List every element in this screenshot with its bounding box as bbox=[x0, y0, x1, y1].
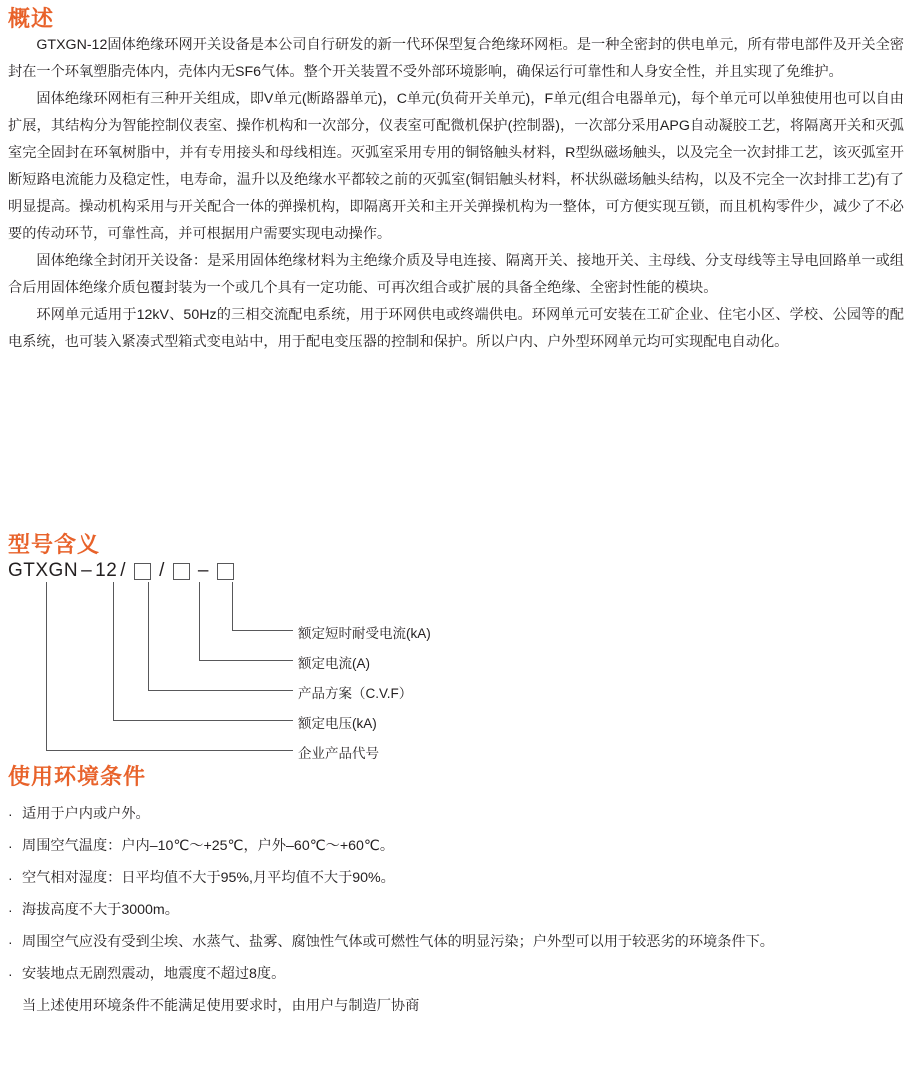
list-item-label: 周围空气温度：户内–10℃～+25℃，户外–60℃～+60℃。 bbox=[22, 838, 395, 854]
model-label-2: 额定电流(A) bbox=[298, 656, 370, 671]
bullet-icon: · bbox=[8, 806, 13, 822]
list-item bbox=[8, 798, 898, 830]
list-item-label: 适用于户内或户外。 bbox=[22, 806, 150, 822]
page-title-model: 型号含义 bbox=[8, 532, 101, 557]
model-code-slash-2: / bbox=[159, 560, 165, 581]
overview-paragraph: 固体绝缘全封闭开关设备：是采用固体绝缘材料为主绝缘介质及导电连接、隔离开关、接地开关、主母线、分支母线等主导电回路单一或组合后用固体绝缘介质包覆封装为一个或几个具有一定功能、可再次组合或扩展的具备全绝缘、全密封性能的模块。 bbox=[8, 253, 904, 296]
model-code-dash-1: – bbox=[81, 560, 93, 581]
list-item-label: 周围空气应没有受到尘埃、水蒸气、盐雾、腐蚀性气体或可燃性气体的明显污染；户外型可以用于较恶劣的环境条件下。 bbox=[22, 934, 774, 950]
bullet-icon: · bbox=[8, 966, 13, 982]
list-item bbox=[8, 894, 898, 926]
overview-paragraph: 环网单元适用于12kV、50Hz的三相交流配电系统，用于环网供电或终端供电。环网单元可安装在工矿企业、住宅小区、学校、公园等的配电系统，也可装入紧凑式型箱式变电站中，用于配电变压器的控制和保护。所以户内、户外型环网单元均可实现配电自动化。 bbox=[8, 307, 904, 350]
model-code-box-3 bbox=[217, 563, 234, 580]
overview-paragraph: GTXGN-12固体绝缘环网开关设备是本公司自行研发的新一代环保型复合绝缘环网柜。是一种全密封的供电单元，所有带电部件及开关全密封在一个环氧塑脂壳体内，壳体内无SF6气体。整个开关装置不受外部环境影响，确保运行可靠性和人身安全性，并且实现了免维护。 bbox=[8, 37, 904, 80]
bullet-icon: · bbox=[8, 934, 13, 950]
model-code-box-1 bbox=[134, 563, 151, 580]
list-item bbox=[8, 926, 898, 958]
list-item bbox=[8, 862, 898, 894]
model-label-3: 产品方案（C.V.F） bbox=[298, 686, 413, 701]
bullet-icon: · bbox=[8, 838, 13, 854]
bullet-icon: · bbox=[8, 902, 13, 918]
model-code-number: 12 bbox=[95, 560, 118, 581]
environment-note: 当上述使用环境条件不能满足使用要求时，由用户与制造厂协商 bbox=[22, 998, 420, 1014]
list-item-label: 安装地点无剧烈震动，地震度不超过8度。 bbox=[22, 966, 286, 982]
list-item bbox=[8, 830, 898, 862]
model-code-slash-1: / bbox=[120, 560, 127, 581]
overview-body bbox=[8, 32, 904, 356]
model-label-4: 额定电压(kA) bbox=[298, 716, 377, 731]
model-code-prefix: GTXGN bbox=[8, 560, 79, 581]
model-code-string bbox=[8, 560, 239, 582]
model-code-box-2 bbox=[173, 563, 190, 580]
bullet-icon: · bbox=[8, 870, 13, 886]
model-code-dash-2: – bbox=[197, 560, 209, 581]
model-label-1: 额定短时耐受电流(kA) bbox=[298, 626, 431, 641]
list-item-label: 海拔高度不大于3000m。 bbox=[22, 902, 179, 918]
environment-list bbox=[8, 798, 898, 1022]
page-title-overview: 概述 bbox=[8, 6, 55, 31]
list-item-label: 空气相对湿度：日平均值不大于95%,月平均值不大于90%。 bbox=[22, 870, 395, 886]
leader-line-5 bbox=[46, 582, 293, 751]
model-code-diagram bbox=[8, 560, 608, 760]
page-title-environment: 使用环境条件 bbox=[8, 764, 147, 789]
model-label-5: 企业产品代号 bbox=[298, 746, 379, 761]
list-item bbox=[8, 958, 898, 990]
overview-paragraph: 固体绝缘环网柜有三种开关组成，即V单元(断路器单元)，C单元(负荷开关单元)，F单元(组合电器单元)，每个单元可以单独使用也可以自由扩展，其结构分为智能控制仪表室、操作机构和一次部分，仪表室可配微机保护(控制器)，一次部分采用APG自动凝胶工艺，将隔离开关和灭弧室完全固封在环氧树脂中，并有专用接头和母线相连。灭弧室采用专用的铜铬触头材料，R型纵磁场触头，以及完全一次封排工艺，该灭弧室开断短路电流能力及稳定性，电寿命，温升以及绝缘水平都较之前的灭弧室(铜铝触头材料，杯状纵磁场触头结构，以及不完全一次封排工艺)有了明显提高。操动机构采用与开关配合一体的弹操机构，即隔离开关和主开关弹操机构为一整体，可方便实现互锁，而且机构零件少，减少了不必要的传动环节，可靠性高，并可根据用户需要实现电动操作。 bbox=[8, 91, 904, 242]
